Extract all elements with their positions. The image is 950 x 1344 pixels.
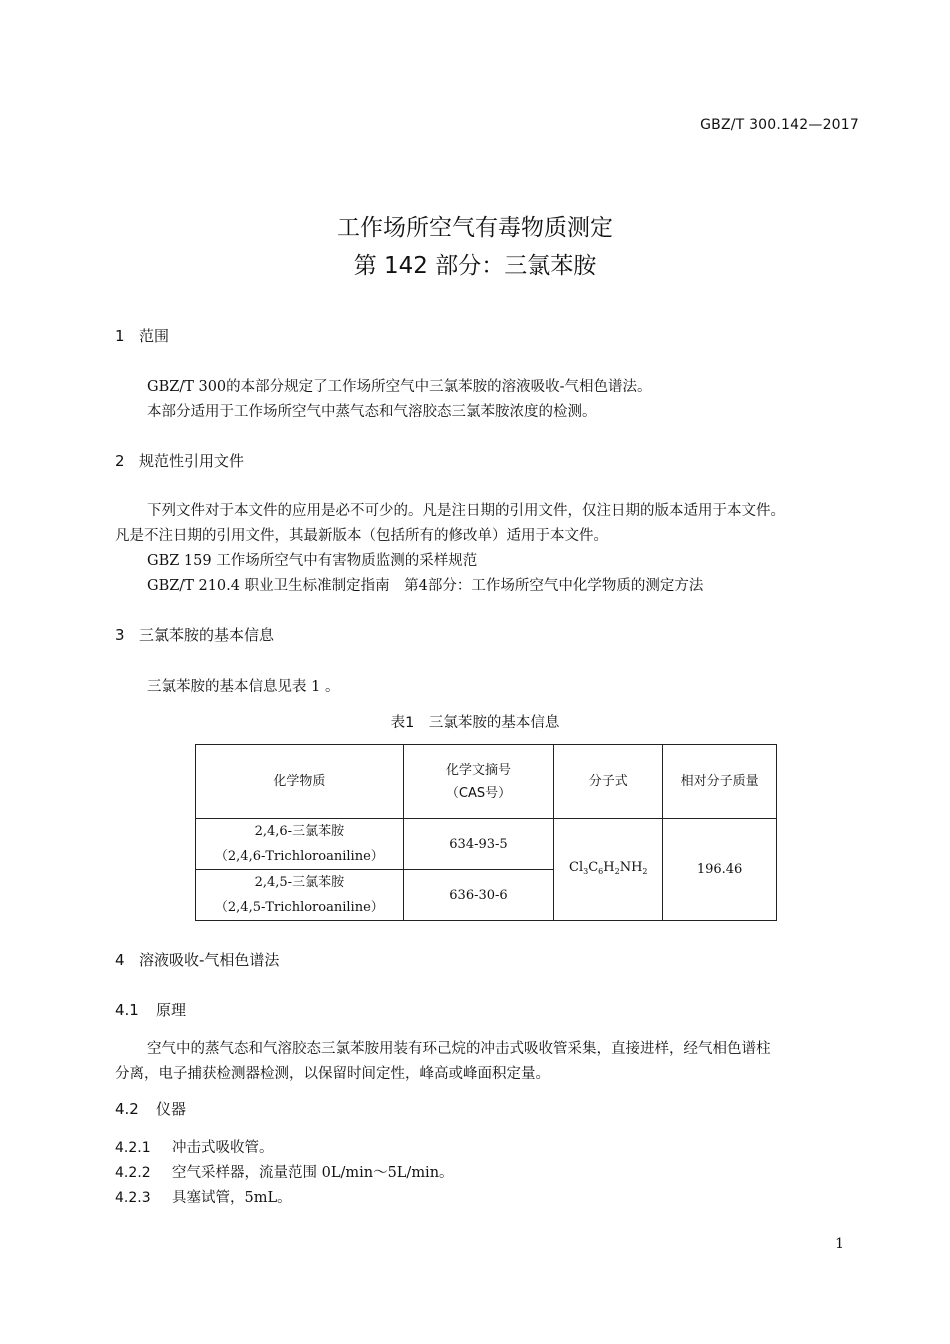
paragraph: 空气中的蒸气态和气溶胶态三氯苯胺用装有环己烷的冲击式吸收管采集，直接进样，经气相色谱柱 xyxy=(147,1041,771,1057)
formula-subscript: 6 xyxy=(598,867,604,876)
cell-cas: 634-93-5 xyxy=(403,819,554,870)
section-title: 三氯苯胺的基本信息 xyxy=(139,626,275,644)
list-item xyxy=(115,1136,274,1157)
item-number: 4.2.1 xyxy=(115,1140,151,1156)
item-text: 具塞试管，5mL。 xyxy=(172,1190,292,1206)
section-1-heading xyxy=(115,325,169,346)
section-4-1-heading xyxy=(115,999,186,1020)
paragraph: GBZ/T 300的本部分规定了工作场所空气中三氯苯胺的溶液吸收-气相色谱法。 xyxy=(147,379,652,395)
section-title: 规范性引用文件 xyxy=(139,452,245,470)
section-number: 1 xyxy=(115,327,125,345)
formula-part: Cl xyxy=(569,860,584,875)
header-cas-line1: 化学文摘号 xyxy=(445,762,511,778)
page-number: 1 xyxy=(835,1236,844,1252)
table-row xyxy=(196,819,777,870)
formula-part: H xyxy=(603,860,615,875)
item-text: 空气采样器，流量范围 0L/min～5L/min。 xyxy=(172,1165,454,1181)
table-caption: 表1 三氯苯胺的基本信息 xyxy=(390,715,560,731)
section-number: 4 xyxy=(115,951,125,969)
table-header-row xyxy=(196,745,777,819)
substance-name-en: （2,4,5-Trichloroaniline） xyxy=(214,900,384,915)
list-item xyxy=(115,1161,454,1182)
section-number: 4.1 xyxy=(115,1001,139,1019)
formula-part: NH xyxy=(619,860,643,875)
substance-name-en: （2,4,6-Trichloroaniline） xyxy=(214,849,384,864)
section-3-heading xyxy=(115,624,274,645)
standard-code: GBZ/T 300.142—2017 xyxy=(700,117,859,133)
cell-substance xyxy=(196,819,404,870)
formula-subscript: 2 xyxy=(614,867,620,876)
item-number: 4.2.3 xyxy=(115,1190,151,1206)
formula-subscript: 3 xyxy=(583,867,589,876)
header-substance: 化学物质 xyxy=(196,745,404,819)
info-table xyxy=(195,744,777,921)
paragraph: 本部分适用于工作场所空气中蒸气态和气溶胶态三氯苯胺浓度的检测。 xyxy=(147,404,597,420)
substance-name-cn: 2,4,5-三氯苯胺 xyxy=(254,875,345,890)
section-title: 范围 xyxy=(139,327,170,345)
header-formula: 分子式 xyxy=(554,745,663,819)
section-number: 4.2 xyxy=(115,1100,139,1118)
cell-substance xyxy=(196,870,404,921)
paragraph: 分离，电子捕获检测器检测，以保留时间定性，峰高或峰面积定量。 xyxy=(115,1066,550,1082)
item-number: 4.2.2 xyxy=(115,1165,151,1181)
document-subtitle: 第 142 部分：三氯苯胺 xyxy=(353,253,597,279)
reference-item: GBZ 159 工作场所空气中有害物质监测的采样规范 xyxy=(147,553,478,569)
paragraph: 凡是不注日期的引用文件，其最新版本（包括所有的修改单）适用于本文件。 xyxy=(115,528,608,544)
cell-formula xyxy=(554,819,663,921)
section-title: 溶液吸收-气相色谱法 xyxy=(139,951,280,969)
header-cas xyxy=(403,745,554,819)
section-4-2-heading xyxy=(115,1098,186,1119)
formula-subscript: 2 xyxy=(642,867,648,876)
section-number: 2 xyxy=(115,452,125,470)
section-4-heading xyxy=(115,949,279,970)
section-2-heading xyxy=(115,450,244,471)
paragraph: 三氯苯胺的基本信息见表 1 。 xyxy=(147,679,340,695)
formula-part: C xyxy=(588,860,599,875)
header-mass: 相对分子质量 xyxy=(663,745,777,819)
substance-name-cn: 2,4,6-三氯苯胺 xyxy=(254,824,345,839)
list-item xyxy=(115,1186,292,1207)
cell-mass: 196.46 xyxy=(663,819,777,921)
header-cas-line2: （CAS号） xyxy=(445,785,512,801)
document-title: 工作场所空气有毒物质测定 xyxy=(337,215,613,241)
item-text: 冲击式吸收管。 xyxy=(172,1140,274,1156)
section-title: 原理 xyxy=(156,1001,187,1019)
section-number: 3 xyxy=(115,626,125,644)
section-title: 仪器 xyxy=(156,1100,187,1118)
reference-item: GBZ/T 210.4 职业卫生标准制定指南 第4部分：工作场所空气中化学物质的测定方法 xyxy=(147,578,704,594)
cell-cas: 636-30-6 xyxy=(403,870,554,921)
paragraph: 下列文件对于本文件的应用是必不可少的。凡是注日期的引用文件，仅注日期的版本适用于本文件。 xyxy=(147,503,785,519)
